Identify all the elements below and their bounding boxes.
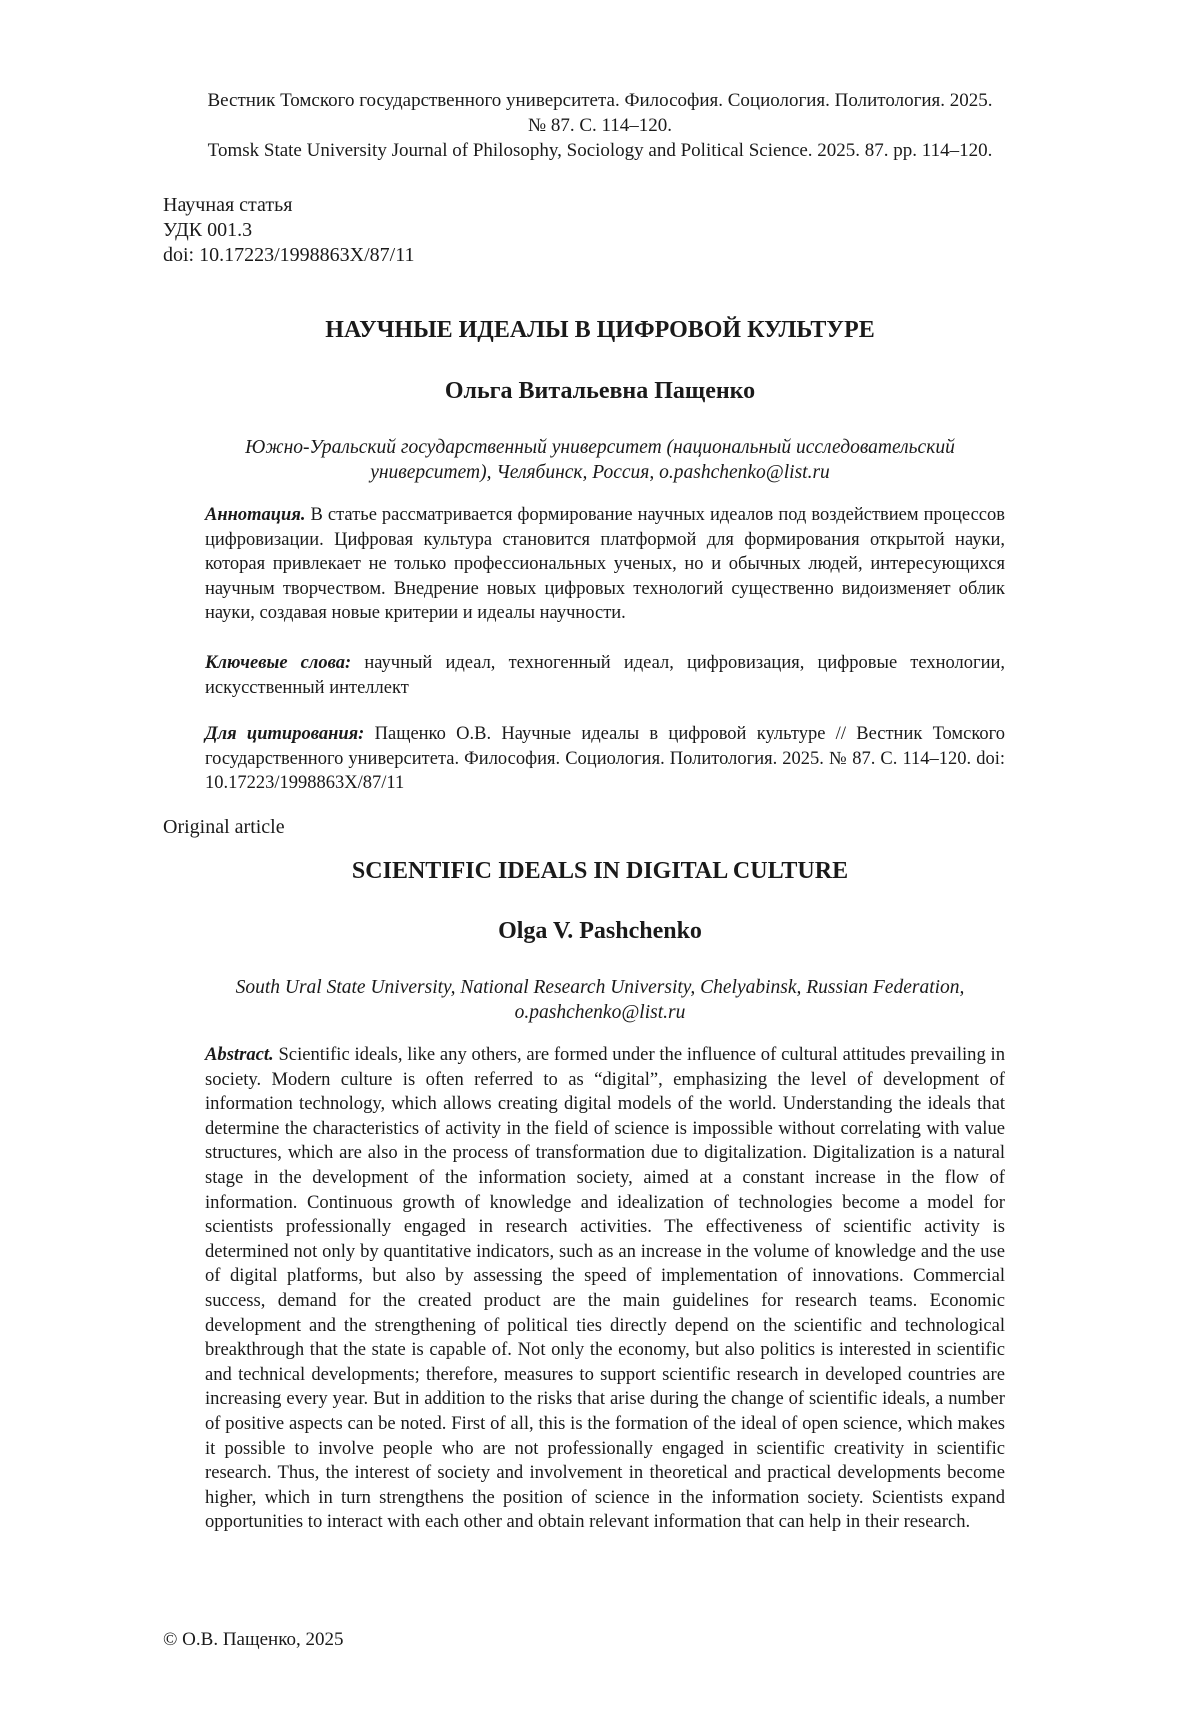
article-type-en: Original article: [163, 816, 285, 838]
author-ru: Ольга Витальевна Пащенко: [444, 378, 756, 404]
abstract-ru: [205, 503, 1005, 626]
author-en: Olga V. Pashchenko: [498, 918, 702, 944]
abstract-ru-label: Аннотация.: [205, 505, 306, 525]
affiliation-en-line2: o.pashchenko@list.ru: [514, 1002, 686, 1023]
udk: УДК 001.3: [163, 219, 253, 241]
title-en: SCIENTIFIC IDEALS IN DIGITAL CULTURE: [351, 858, 849, 884]
citation-ru-label: Для цитирования:: [205, 724, 365, 744]
citation-ru-text: Пащенко О.В. Научные идеалы в цифровой культуре // Вестник Томского государственного университета. Философия. Социология. Политология. 2025. № 87. С. 114–120. doi: 10.17223/1998863X/87/11: [205, 724, 1006, 794]
affiliation-en-line1: South Ural State University, National Research University, Chelyabinsk, Russian Federation,: [235, 977, 965, 998]
keywords-ru-text: научный идеал, техногенный идеал, цифровизация, цифровые технологии, искусственный интеллект: [205, 653, 1006, 698]
keywords-ru-label: Ключевые слова:: [205, 653, 352, 673]
citation-ru: [205, 722, 1005, 796]
affiliation-ru-line2: университет), Челябинск, Россия, o.pashchenko@list.ru: [370, 462, 830, 483]
journal-header: [150, 88, 1050, 163]
article-type-ru: Научная статья: [163, 194, 293, 216]
abstract-ru-text: В статье рассматривается формирование научных идеалов под воздействием процессов цифровизации. Цифровая культура становится платформой для формирования открытой науки, которая привлекает не только профессиональных ученых, но и обычных людей, интересующихся научным творчеством. Внедрение новых цифровых технологий существенно видоизменяет облик науки, создавая новые критерии и идеалы научности.: [205, 505, 1005, 624]
abstract-en-label: Abstract.: [205, 1044, 274, 1065]
copyright: © О.В. Пащенко, 2025: [163, 1629, 344, 1650]
abstract-en: [205, 1043, 1005, 1535]
affiliation-ru-line1: Южно-Уральский государственный университет (национальный исследовательский: [245, 437, 955, 458]
affiliation-en: [170, 975, 1030, 1025]
abstract-en-text: Scientific ideals, like any others, are formed under the influence of cultural attitudes prevailing in society. Modern culture is often referred to as “digital”, emphasizing the level of development of information technology, which allows creating digital models of the world. Understanding the ideals that determine the characteristics of activity in the field of science is impossible without correlating with value structures, which are also in the process of transformation due to digitalization. Digitalization is a natural stage in the development of the information society, aimed at a constant increase in the flow of information. Continuous growth of knowledge and idealization of technologies become a model for scientists professionally engaged in research activities. The effectiveness of scientific activity is determined not only by quantitative indicators, such as an increase in the volume of knowledge and the use of digital platforms, but also by assessing the speed of implementation of innovations. Commercial success, demand for the created product are the main guidelines for research teams. Economic development and the strengthening of political ties directly depend on the scientific and technological breakthrough that the state is capable of. Not only the economy, but also politics is interested in scientific and technical developments; therefore, measures to support scientific research in developed countries are increasing every year. But in addition to the risks that arise during the change of scientific ideals, a number of positive aspects can be noted. First of all, this is the formation of the ideal of open science, which makes it possible to involve people who are not professionally engaged in scientific creativity in scientific research. Thus, the interest of society and involvement in theoretical and practical developments become higher, which in turn strengthens the position of science in the information society. Scientists expand opportunities to interact with each other and obtain relevant information that can help in their research.: [205, 1044, 1005, 1533]
article-meta: [163, 193, 414, 268]
journal-en: Tomsk State University Journal of Philosophy, Sociology and Political Science. 2025. 87. pp. 114–120.: [207, 140, 993, 161]
affiliation-ru: [170, 435, 1030, 485]
keywords-ru: [205, 651, 1005, 700]
journal-ru-line2: № 87. С. 114–120.: [527, 115, 673, 136]
title-ru: НАУЧНЫЕ ИДЕАЛЫ В ЦИФРОВОЙ КУЛЬТУРЕ: [325, 317, 875, 343]
doi: doi: 10.17223/1998863X/87/11: [163, 244, 415, 266]
journal-ru-line1: Вестник Томского государственного университета. Философия. Социология. Политология. 2025.: [207, 90, 993, 111]
